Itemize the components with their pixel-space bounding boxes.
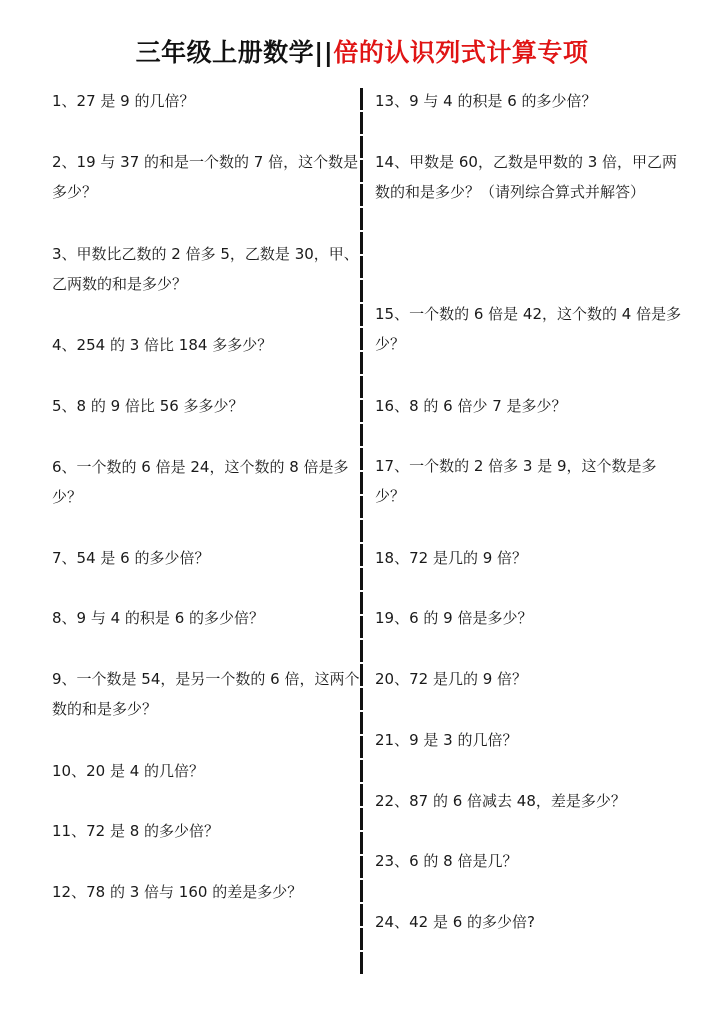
question-item: 12、78 的 3 倍与 160 的差是多少？: [52, 883, 303, 901]
title-grade-subject: 三年级上册数学||: [135, 38, 334, 67]
question-item: 21、9 是 3 的几倍？: [375, 731, 518, 749]
dashed-column-divider: [360, 88, 363, 975]
question-item: 9、一个数是 54，是另一个数的 6 倍，这两个数的和是多少？: [52, 670, 360, 718]
question-item: 1、27 是 9 的几倍？: [52, 92, 195, 110]
question-item: 8、9 与 4 的积是 6 的多少倍？: [52, 609, 265, 627]
question-item: 18、72 是几的 9 倍？: [375, 549, 528, 567]
question-item: 14、甲数是 60，乙数是甲数的 3 倍，甲乙两数的和是多少？（请列综合算式并解答）: [375, 153, 678, 201]
question-item: 20、72 是几的 9 倍？: [375, 670, 528, 688]
worksheet-title: [0, 36, 724, 70]
question-item: 4、254 的 3 倍比 184 多多少？: [52, 336, 273, 354]
question-item: 2、19 与 37 的和是一个数的 7 倍，这个数是多少？: [52, 153, 359, 201]
question-item: 17、一个数的 2 倍多 3 是 9，这个数是多少？: [375, 457, 657, 505]
question-item: 15、一个数的 6 倍是 42，这个数的 4 倍是多少？: [375, 305, 682, 353]
question-item: 13、9 与 4 的积是 6 的多少倍？: [375, 92, 597, 110]
question-item: 3、甲数比乙数的 2 倍多 5，乙数是 30，甲、乙两数的和是多少？: [52, 245, 359, 293]
question-item: 5、8 的 9 倍比 56 多多少？: [52, 397, 244, 415]
question-item: 6、一个数的 6 倍是 24，这个数的 8 倍是多少？: [52, 458, 349, 506]
question-item: 23、6 的 8 倍是几？: [375, 852, 518, 870]
question-item: 7、54 是 6 的多少倍？: [52, 549, 210, 567]
question-item: 22、87 的 6 倍减去 48，差是多少？: [375, 792, 626, 810]
question-item: 11、72 是 8 的多少倍？: [52, 822, 220, 840]
question-item: 16、8 的 6 倍少 7 是多少？: [375, 397, 567, 415]
question-item: 10、20 是 4 的几倍？: [52, 762, 205, 780]
title-topic: 倍的认识列式计算专项: [333, 38, 589, 67]
question-item: 24、42 是 6 的多少倍?: [375, 913, 535, 931]
question-item: 19、6 的 9 倍是多少？: [375, 609, 533, 627]
